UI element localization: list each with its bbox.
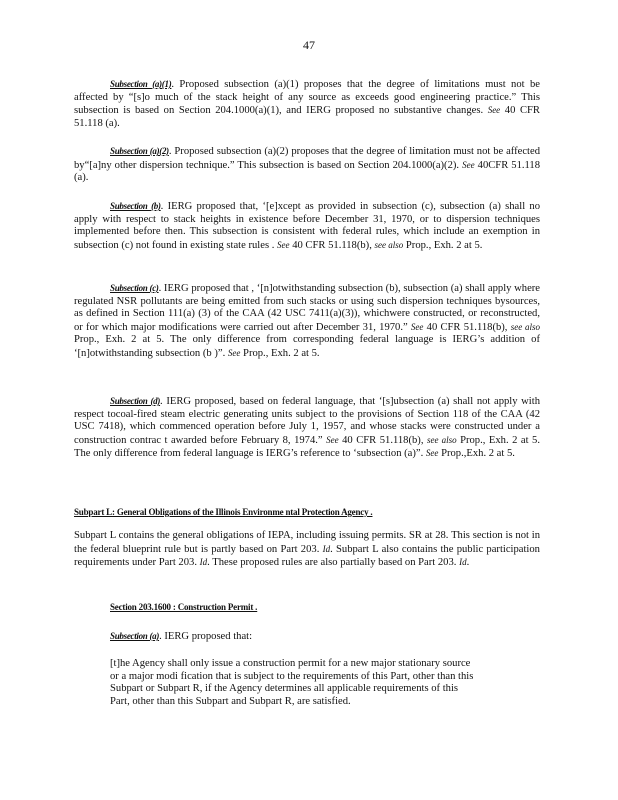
- paragraph-subsection-b: [74, 200, 540, 252]
- id-citation: Id: [322, 543, 331, 554]
- citation-text: 40 CFR 51.118(b),: [426, 321, 508, 333]
- paragraph-text: . IERG proposed that:: [159, 631, 253, 642]
- paragraph-subsection-a1: [74, 78, 540, 130]
- subsection-lead: Subsection (a)(1): [110, 79, 172, 89]
- paragraph-text: . IERG proposed that , ‘[n]otwithstanding subsection (b), subsection (a) shall apply where regulated NSR pollutants are being emitted from such stacks or using such dispersion techniques bysources, as defined in Section 111(a) (3) of the CAA (42 USC 7411(a)(3)), whichwere constructed, or reconstructed, or for which major modifications were carried out after December 31, 1970.”: [74, 283, 540, 333]
- see-citation: See: [326, 434, 339, 445]
- see-citation: See: [462, 159, 475, 170]
- see-citation-2: See: [425, 448, 439, 459]
- see-also-citation: see also: [374, 239, 404, 250]
- subpart-text: Subpart L contains the general obligations of IEPA, including issuing permits. SR at 28. This section is not in the federal blueprint rule but is partly based on Part 203.: [74, 530, 540, 555]
- paragraph-section-1600-a: [74, 630, 540, 644]
- block-quote: [t]he Agency shall only issue a construction permit for a new major stationary source or a major modi fication that is subject to the requirements of this Part, other than this Subpart or Subpart R, if the Agency determines all applicable requirements of this Part, other than this Subpart and Subpart R, are satisfied.: [110, 658, 474, 707]
- citation-text-3: Prop.,Exh. 2 at 5.: [441, 448, 515, 460]
- subpart-heading: Subpart L: General Obligations of the Illinois Environme ntal Protection Agency .: [74, 507, 373, 517]
- subsection-lead: Subsection (c): [110, 283, 159, 293]
- page-number: 47: [303, 38, 315, 52]
- subpart-text-2: . Subpart L also contains the public participation requirements under Part 203.: [74, 543, 540, 569]
- paragraph-text: . Proposed subsection (a)(1) proposes that the degree of limitations must not be affected by “[s]o much of the stack height of any source as exceeds good engineering practice.” This subsection is based on Section 204.1000(a)(1), and IERG proposed no substantive changes.: [74, 79, 540, 117]
- citation-text-2: Prop., Exh. 2 at 5. The only difference from corresponding federal language is IERG’s addition of ‘[n]otwithstanding subsection (b )”.: [74, 334, 540, 359]
- id-citation-2: Id: [199, 557, 208, 568]
- paragraph-subsection-a2: [74, 145, 540, 185]
- subsection-lead: Subsection (a): [110, 631, 160, 641]
- subsection-lead: Subsection (a)(2): [110, 146, 169, 156]
- subpart-text-3: . These proposed rules are also partially based on Part 203.: [207, 557, 457, 569]
- see-also-citation: see also: [510, 321, 541, 332]
- see-citation: See: [410, 321, 424, 332]
- see-citation: See: [487, 105, 501, 116]
- paragraph-text: . IERG proposed, based on federal language, that ‘[s]ubsection (a) shall not apply with respect tocoal-fired steam electric generating units subject to the provisions of Section 118 of the CAA (42 USC 7418), which commenced operation before July 1, 1957, and whose stacks were constructed under a construction contrac t awarded before February 8, 1974.”: [74, 396, 540, 446]
- paragraph-text: . Proposed subsection (a)(2) proposes that the degree of limitation must not be affected by“[a]ny other dispersion technique.” This subsection is based on Section 204.1000(a)(2).: [74, 146, 540, 171]
- see-citation-2: See: [227, 347, 241, 358]
- subsection-lead: Subsection (d): [110, 396, 161, 406]
- id-citation-3: Id: [459, 557, 467, 568]
- citation-text: 40CFR 51.118 (a).: [74, 159, 541, 184]
- paragraph-subsection-c: [74, 282, 540, 361]
- citation-text-2: Prop., Exh. 2 at 5.: [405, 239, 483, 251]
- see-citation: See: [277, 239, 290, 250]
- citation-text: 40 CFR 51.118(b),: [292, 239, 372, 251]
- citation-text-2: Prop., Exh. 2 at 5. The only difference from federal language is IERG’s reference to ‘subsection (a)”.: [74, 434, 540, 460]
- citation-text: 40 CFR 51.118(b),: [342, 434, 424, 446]
- subpart-text-end: .: [466, 557, 470, 569]
- paragraph-subsection-d: [74, 395, 540, 461]
- citation-text: 40 CFR 51.118 (a).: [74, 105, 540, 129]
- paragraph-text: . IERG proposed that, ‘[e]xcept as provided in subsection (c), subsection (a) shall no apply with respect to stack heights in existence before December 31, 1970, or to dispersion techniques implemented before then. This subsection is consistent with federal rules, which include an exemption in subsection (c) not found in existing state rules .: [74, 201, 540, 251]
- subpart-paragraph: [74, 530, 540, 570]
- subsection-lead: Subsection (b): [110, 201, 161, 211]
- section-heading: Section 203.1600 : Construction Permit .: [110, 602, 258, 612]
- citation-text-3: Prop., Exh. 2 at 5.: [243, 347, 320, 359]
- see-also-citation: see also: [426, 434, 457, 445]
